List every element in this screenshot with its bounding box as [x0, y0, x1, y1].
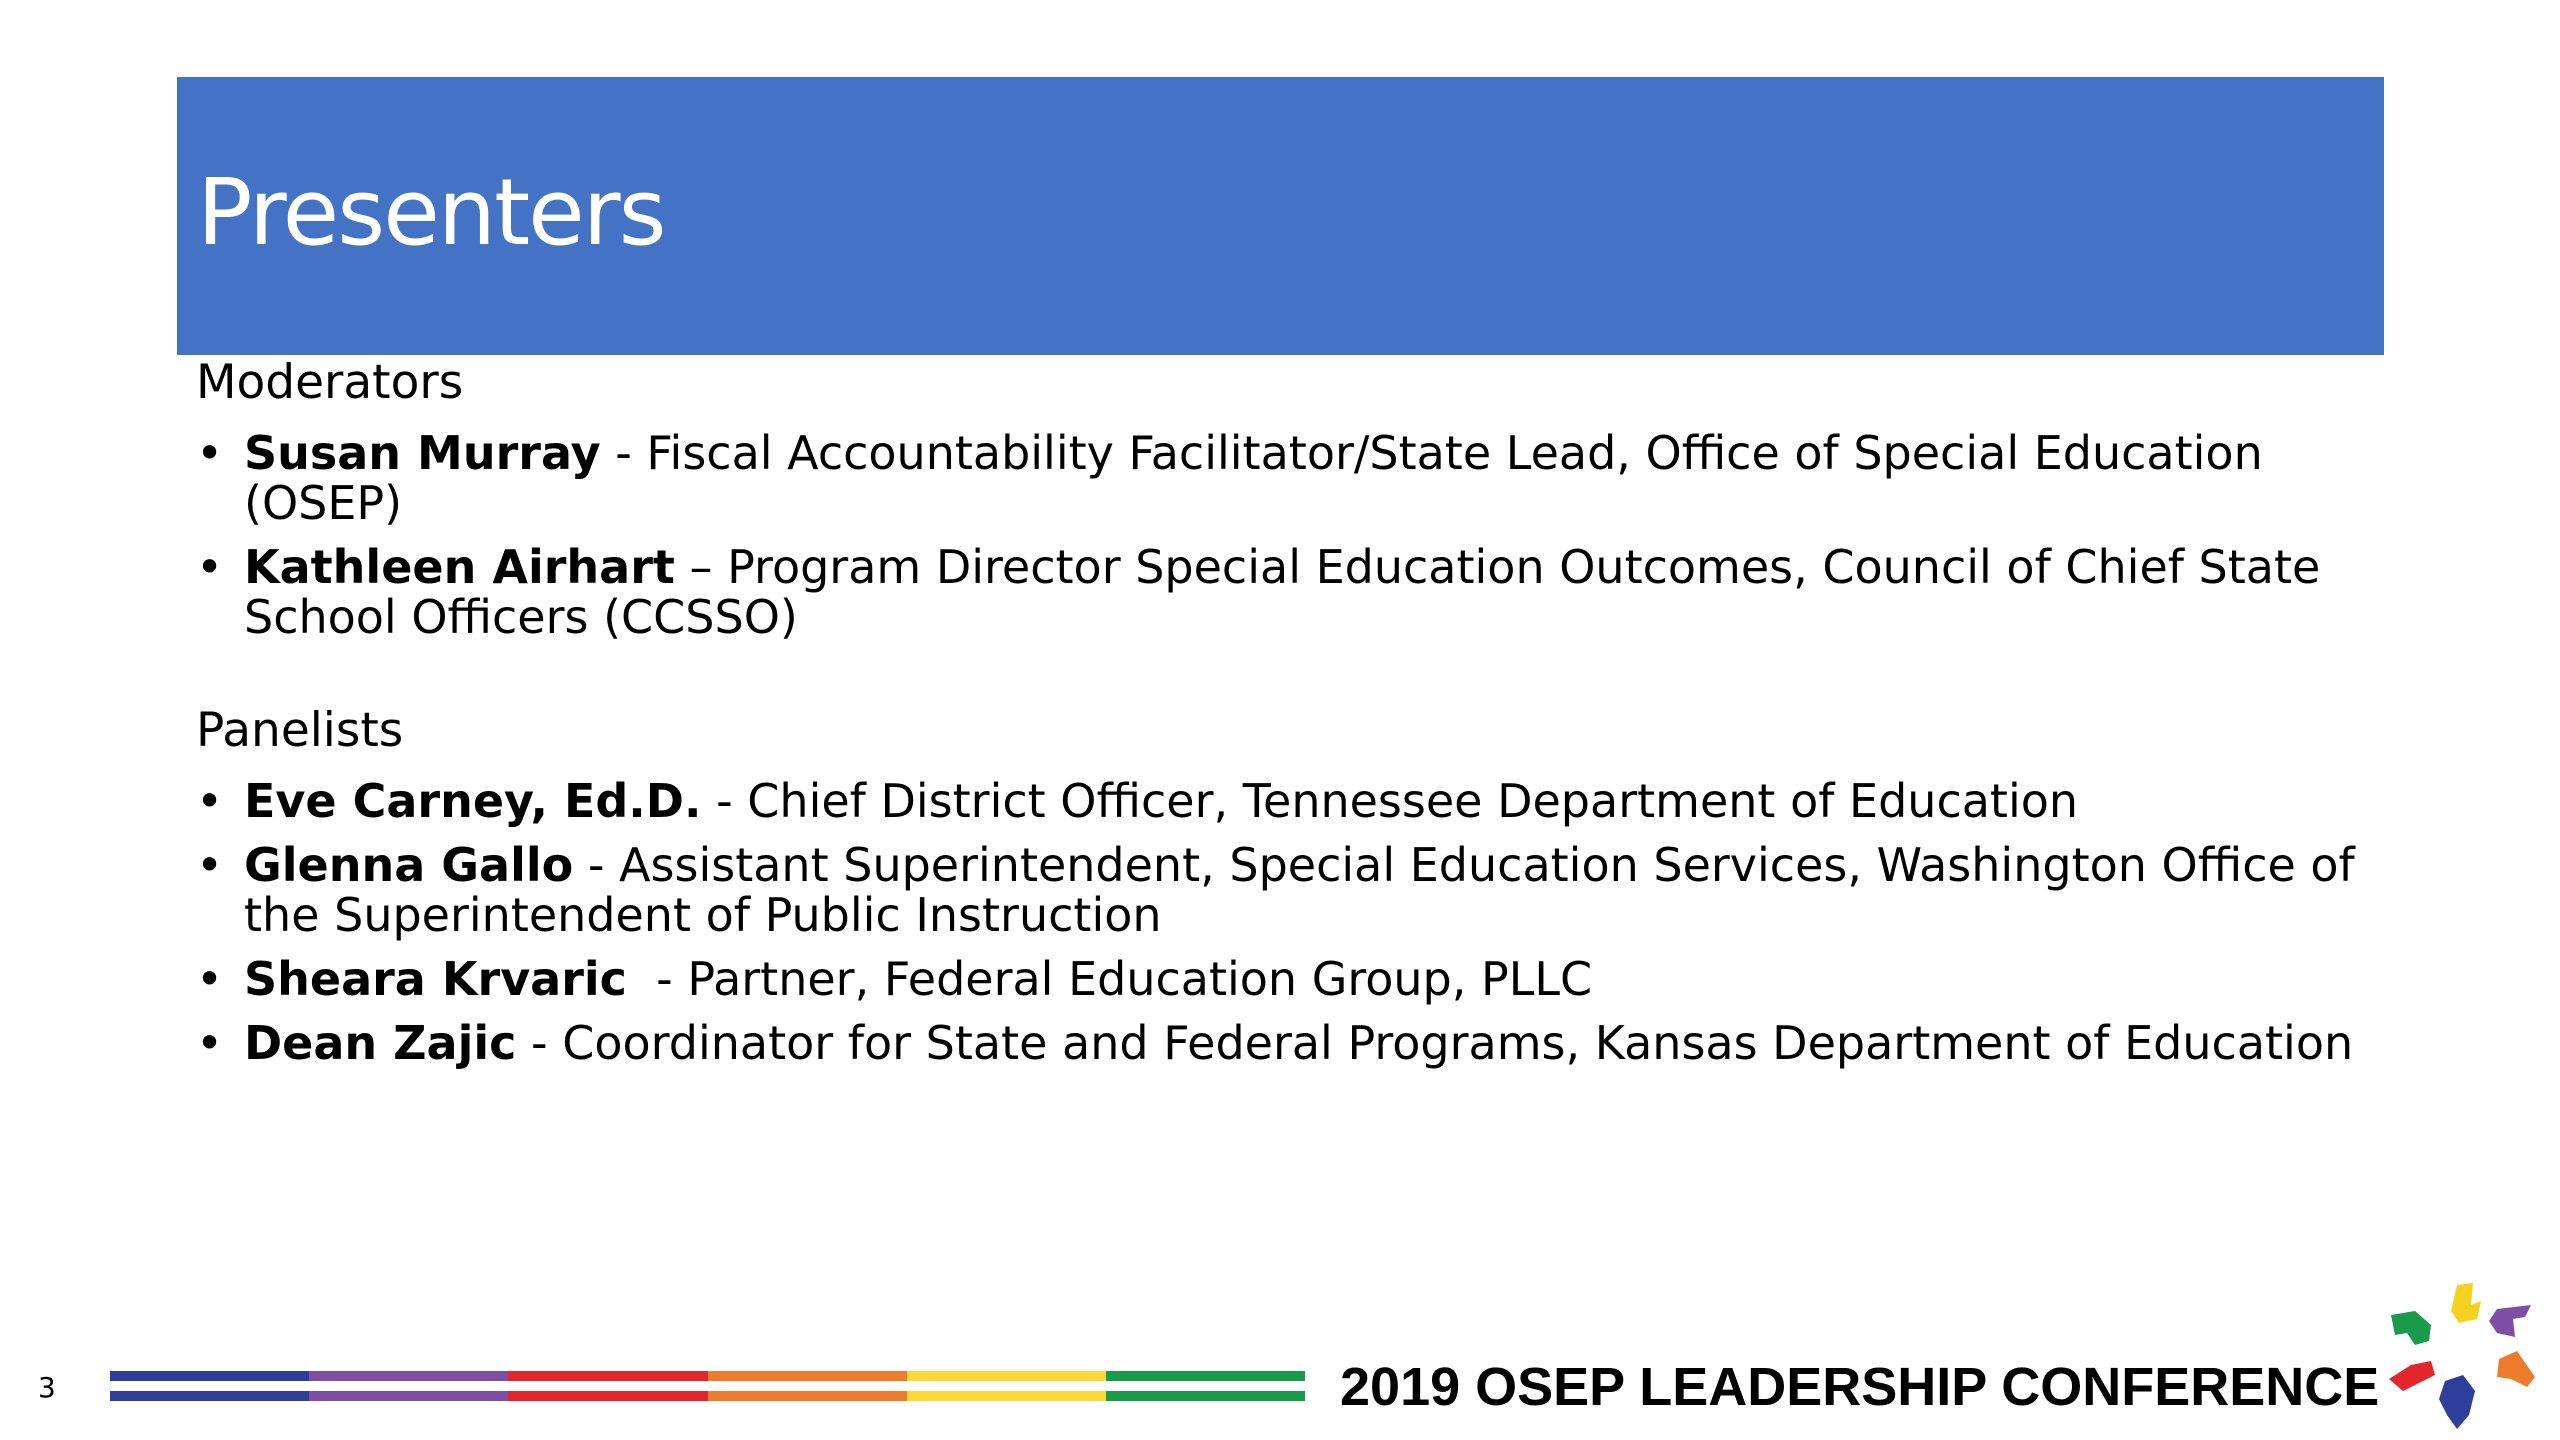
slide-content [196, 352, 2376, 1068]
presenter-role: - Coordinator for State and Federal Programs, Kansas Department of Education [516, 1016, 2354, 1070]
list-item [196, 954, 2376, 1004]
slide-number: 3 [38, 1371, 56, 1404]
bullet-icon: • [196, 952, 224, 1006]
presenter-name: Eve Carney, Ed.D. [244, 774, 702, 828]
list-item [196, 428, 2376, 528]
bullet-icon: • [196, 540, 224, 594]
rainbow-segment [907, 1371, 1106, 1405]
presenter-role: – Program Director Special Education Outcomes, Council of Chief State School Officers (CCSSO) [244, 540, 2321, 644]
conference-name: 2019 OSEP LEADERSHIP CONFERENCE [1340, 1357, 2380, 1417]
bullet-icon: • [196, 426, 224, 480]
list-item [196, 776, 2376, 826]
bullet-icon: • [196, 774, 224, 828]
rainbow-divider [110, 1371, 1305, 1405]
presenter-role: - Assistant Superintendent, Special Education Services, Washington Office of the Superintendent of Public Instruction [244, 838, 2355, 942]
presenter-name: Susan Murray [244, 426, 601, 480]
presenter-name: Glenna Gallo [244, 838, 574, 892]
presenter-role: - Partner, Federal Education Group, PLLC [626, 952, 1593, 1006]
section-spacer [196, 642, 2376, 700]
list-item [196, 542, 2376, 642]
panelists-heading: Panelists [196, 703, 404, 758]
presenter-name: Dean Zajic [244, 1016, 517, 1070]
presenter-name: Kathleen Airhart [244, 540, 675, 594]
title-banner [177, 77, 2384, 355]
moderators-heading: Moderators [196, 355, 464, 410]
presenter-role: - Chief District Officer, Tennessee Department of Education [701, 774, 2079, 828]
rainbow-segment [708, 1371, 907, 1405]
bullet-icon: • [196, 1016, 224, 1070]
slide-title: Presenters [197, 159, 665, 266]
rainbow-segment [508, 1371, 707, 1405]
presenter-role: - Fiscal Accountability Facilitator/State Lead, Office of Special Education (OSEP) [244, 426, 2263, 530]
rainbow-segment [309, 1371, 508, 1405]
list-item [196, 1018, 2376, 1068]
bullet-icon: • [196, 838, 224, 892]
presenter-name: Sheara Krvaric [244, 952, 627, 1006]
moderators-list [196, 428, 2376, 642]
rainbow-segment [1106, 1371, 1305, 1405]
hands-circle-logo-icon [2385, 1275, 2545, 1435]
rainbow-segment [110, 1371, 309, 1405]
list-item [196, 840, 2376, 940]
panelists-list [196, 776, 2376, 1068]
